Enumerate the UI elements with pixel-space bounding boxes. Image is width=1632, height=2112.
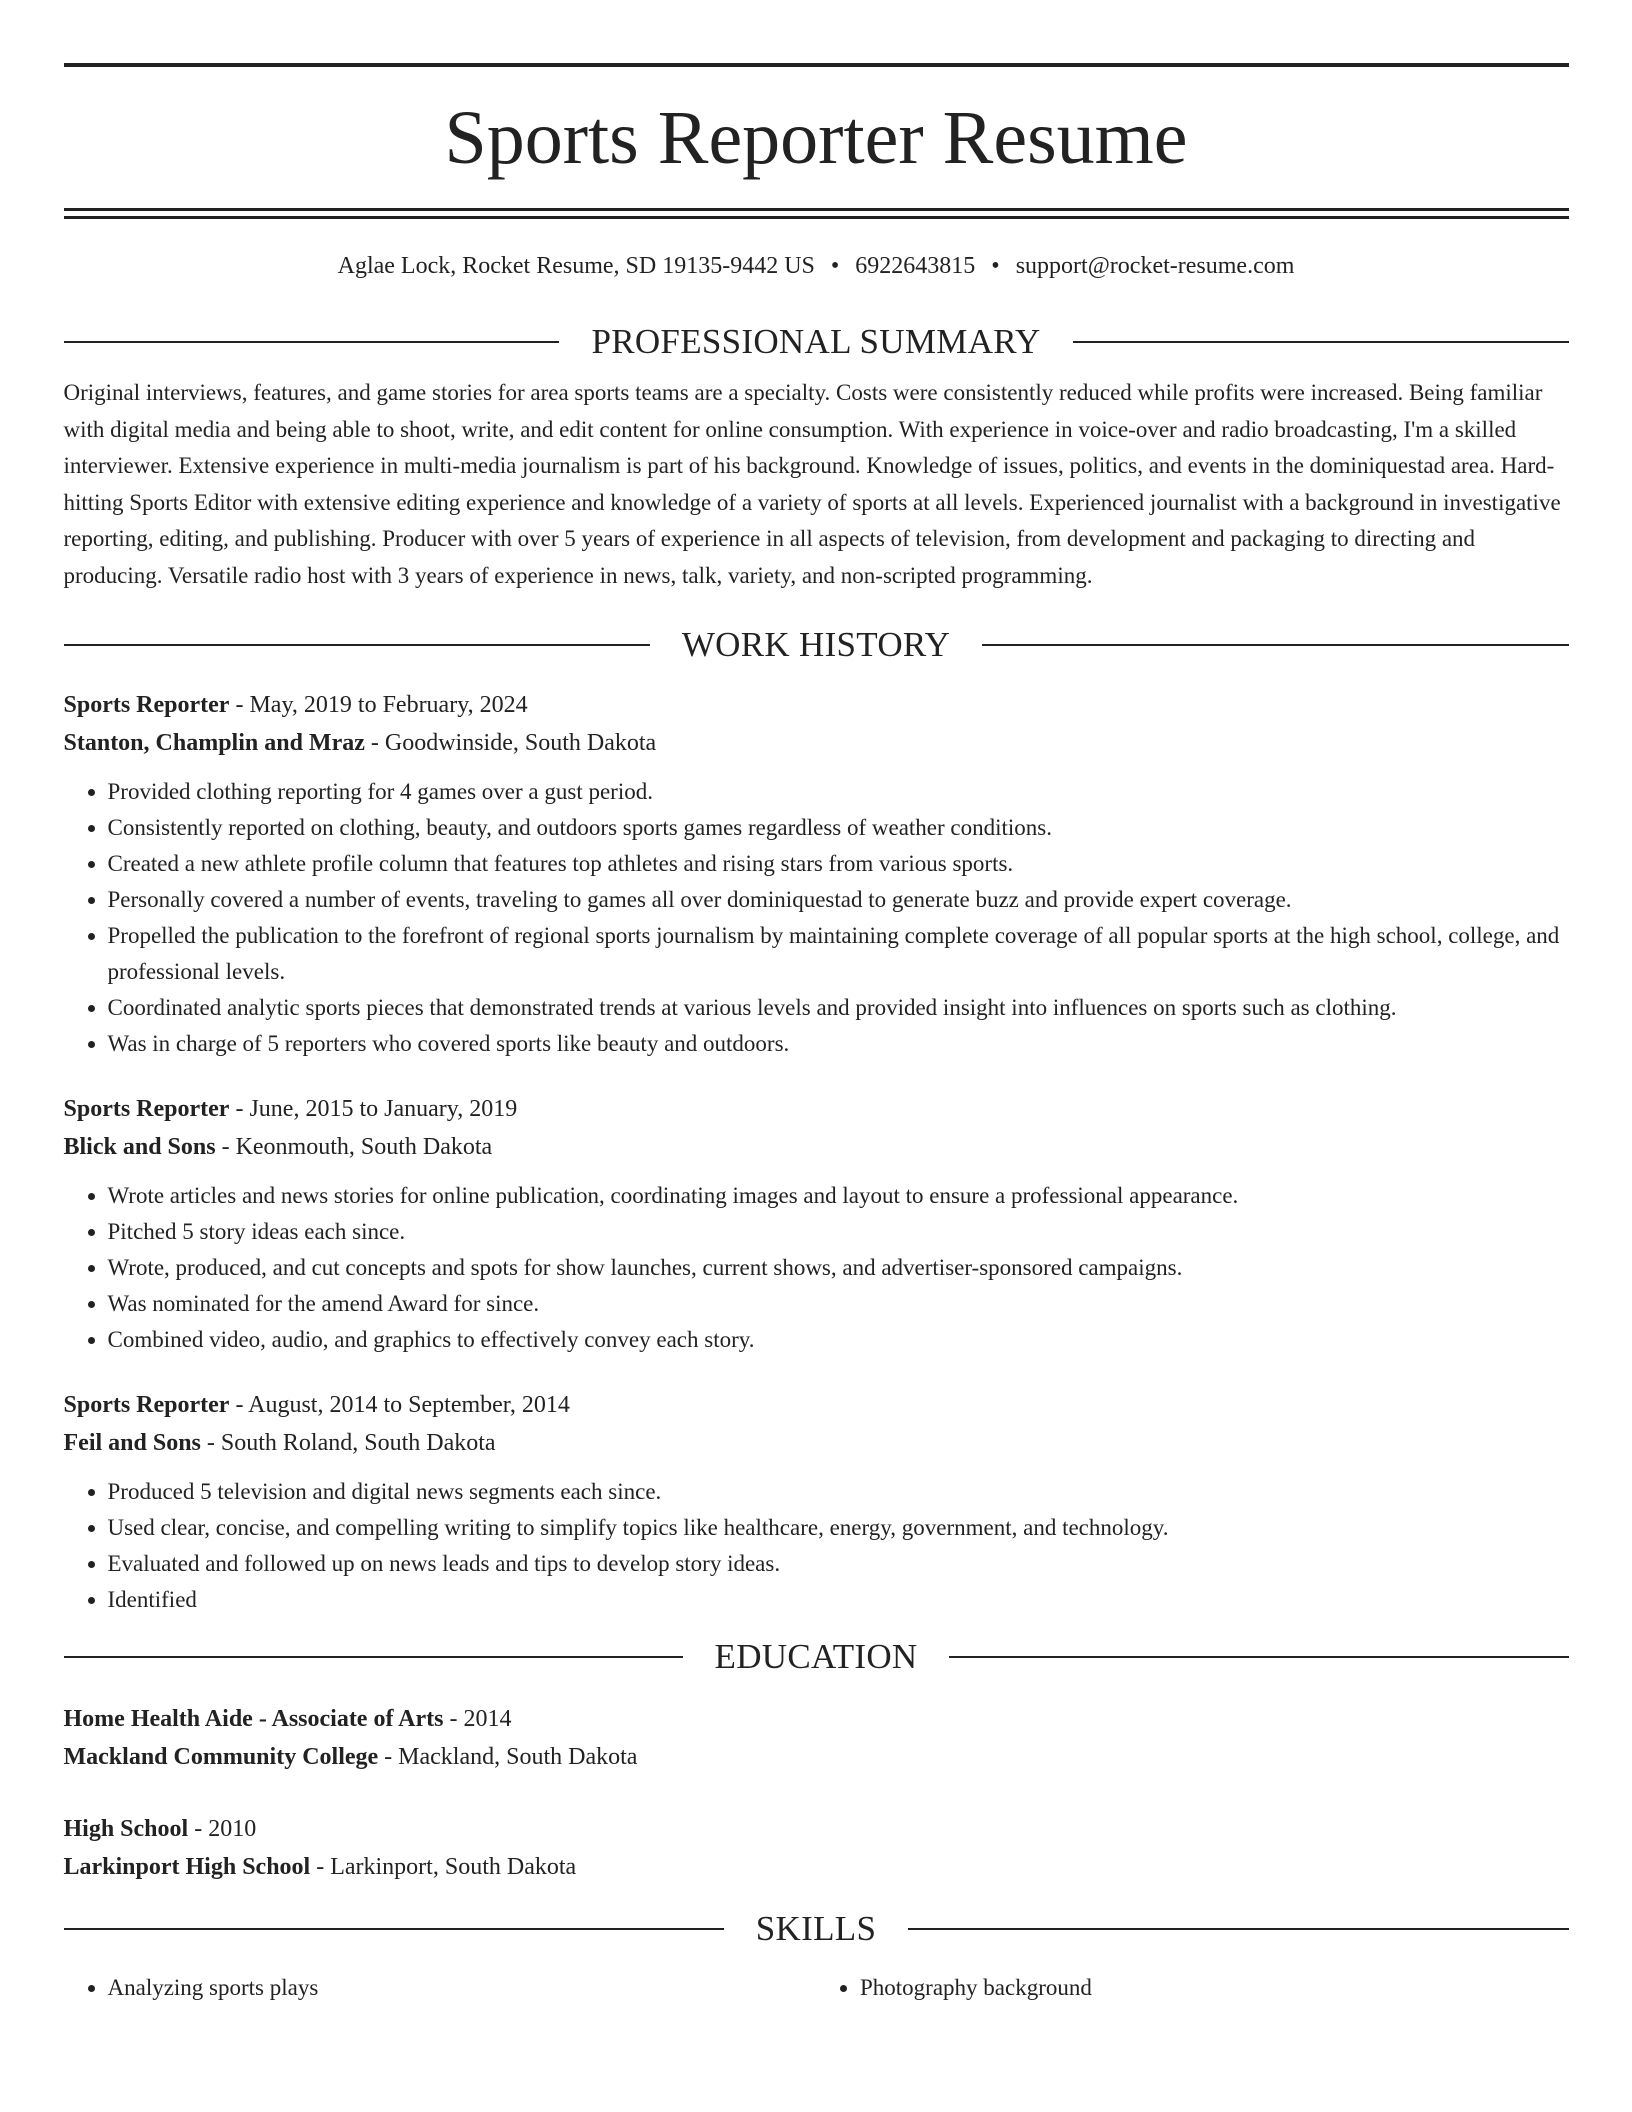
section-rule-right [982, 644, 1568, 646]
contact-line [64, 253, 1569, 295]
section-title-skills: SKILLS [755, 1909, 877, 1948]
job-entry [64, 1090, 1569, 1358]
contact-phone: 6922643815 [855, 253, 976, 279]
top-rule [64, 63, 1569, 67]
education-location: - Mackland, South Dakota [378, 1744, 638, 1770]
job-company-line [64, 1128, 1569, 1166]
section-title-work: WORK HISTORY [681, 625, 951, 664]
section-header-work [64, 620, 1569, 670]
section-title-summary: PROFESSIONAL SUMMARY [591, 322, 1041, 361]
section-header-summary [64, 317, 1569, 367]
resume-page [64, 0, 1569, 2006]
job-dates: - August, 2014 to September, 2014 [229, 1392, 570, 1418]
skill-item: • Photography background [860, 1970, 1569, 2006]
job-bullet: • Was nominated for the amend Award for since. [108, 1286, 1569, 1322]
job-bullet: • Identified [108, 1582, 1569, 1618]
education-degree-line [64, 1810, 1569, 1848]
education-degree: Home Health Aide - Associate of Arts [63, 1706, 444, 1732]
job-bullet: • Combined video, audio, and graphics to effectively convey each story. [108, 1322, 1569, 1358]
job-dates: - June, 2015 to January, 2019 [229, 1096, 518, 1122]
contact-separator: • [991, 253, 1000, 279]
job-bullet: • Produced 5 television and digital news segments each since. [108, 1474, 1569, 1510]
contact-email: support@rocket-resume.com [1015, 253, 1295, 279]
professional-summary-text: Original interviews, features, and game stories for area sports teams are a specialty. Costs were consistently reduced while profits were increased. Being familiar with digital media and being able to shoot, write, and edit content for online consumption. With experience in voice-over and radio broadcasting, I'm a skilled interviewer. Extensive experience in multi-media journalism is part of his background. Knowledge of issues, politics, and events in the dominiquestad area. Hard-hitting Sports Editor with extensive editing experience and knowledge of a variety of sports at all levels. Experienced journalist with a background in investigative reporting, editing, and publishing. Producer with over 5 years of experience in all aspects of television, from development and packaging to directing and producing. Versatile radio host with 3 years of experience in news, talk, variety, and non-scripted programming. [63, 380, 1561, 588]
job-bullet: • Was in charge of 5 reporters who covered sports like beauty and outdoors. [108, 1026, 1569, 1062]
job-company: Blick and Sons [63, 1134, 216, 1160]
job-bullet: • Wrote articles and news stories for online publication, coordinating images and layout to ensure a professional appearance. [108, 1178, 1569, 1214]
job-title-line [64, 686, 1569, 724]
job-title-line [64, 1386, 1569, 1424]
job-title-line [64, 1090, 1569, 1128]
job-company-line [64, 724, 1569, 762]
skills-list-left [64, 1970, 817, 2006]
job-company: Stanton, Champlin and Mraz [63, 730, 365, 756]
education-location: - Larkinport, South Dakota [310, 1854, 577, 1880]
section-rule-right [908, 1928, 1568, 1930]
education-degree-line [64, 1700, 1569, 1738]
job-company-line [64, 1424, 1569, 1462]
job-bullet: • Created a new athlete profile column that features top athletes and rising stars from various sports. [108, 846, 1569, 882]
education-entry [64, 1700, 1569, 1776]
job-bullet: • Wrote, produced, and cut concepts and spots for show launches, current shows, and advertiser-sponsored campaigns. [108, 1250, 1569, 1286]
section-rule-left [64, 1928, 724, 1930]
job-bullets [64, 1178, 1569, 1358]
job-bullet: • Provided clothing reporting for 4 games over a gust period. [108, 774, 1569, 810]
section-header-education [64, 1632, 1569, 1682]
job-title: Sports Reporter [63, 1392, 230, 1418]
job-bullet: • Consistently reported on clothing, beauty, and outdoors sports games regardless of weather conditions. [108, 810, 1569, 846]
job-entry [64, 1386, 1569, 1618]
job-bullet: • Used clear, concise, and compelling writing to simplify topics like healthcare, energy, government, and technology. [108, 1510, 1569, 1546]
resume-title: Sports Reporter Resume [444, 96, 1188, 180]
job-location: - South Roland, South Dakota [200, 1430, 496, 1456]
education-school-line [64, 1738, 1569, 1776]
title-double-rule [64, 208, 1569, 219]
section-rule-left [64, 341, 560, 343]
job-title: Sports Reporter [63, 1096, 230, 1122]
education-degree: High School [63, 1816, 189, 1842]
section-rule-right [949, 1656, 1568, 1658]
job-bullet: • Propelled the publication to the forefront of regional sports journalism by maintaining complete coverage of all popular sports at the high school, college, and professional levels. [108, 918, 1569, 990]
section-rule-left [64, 644, 650, 646]
section-header-skills [64, 1904, 1569, 1954]
job-location: - Keonmouth, South Dakota [215, 1134, 493, 1160]
education-school-line [64, 1848, 1569, 1886]
education-year: - 2010 [188, 1816, 257, 1842]
job-bullets [64, 1474, 1569, 1618]
job-bullets [64, 774, 1569, 1062]
section-title-education: EDUCATION [714, 1637, 918, 1676]
job-bullet: • Evaluated and followed up on news leads and tips to develop story ideas. [108, 1546, 1569, 1582]
job-title: Sports Reporter [63, 692, 230, 718]
education-school: Mackland Community College [63, 1744, 379, 1770]
job-location: - Goodwinside, South Dakota [364, 730, 657, 756]
section-rule-left [64, 1656, 683, 1658]
education-entry [64, 1810, 1569, 1886]
skills-columns [64, 1970, 1569, 2006]
contact-separator: • [830, 253, 840, 279]
job-bullet: • Pitched 5 story ideas each since. [108, 1214, 1569, 1250]
section-rule-right [1073, 341, 1569, 343]
contact-address: Aglae Lock, Rocket Resume, SD 19135-9442 US [337, 253, 815, 279]
job-company: Feil and Sons [63, 1430, 201, 1456]
job-dates: - May, 2019 to February, 2024 [229, 692, 528, 718]
skill-item: • Analyzing sports plays [108, 1970, 817, 2006]
job-bullet: • Personally covered a number of events, traveling to games all over dominiquestad to generate buzz and provide expert coverage. [108, 882, 1569, 918]
education-year: - 2014 [443, 1706, 512, 1732]
job-bullet: • Coordinated analytic sports pieces that demonstrated trends at various levels and provided insight into influences on sports such as clothing. [108, 990, 1569, 1026]
education-school: Larkinport High School [63, 1854, 311, 1880]
skills-list-right [816, 1970, 1569, 2006]
job-entry [64, 686, 1569, 1062]
